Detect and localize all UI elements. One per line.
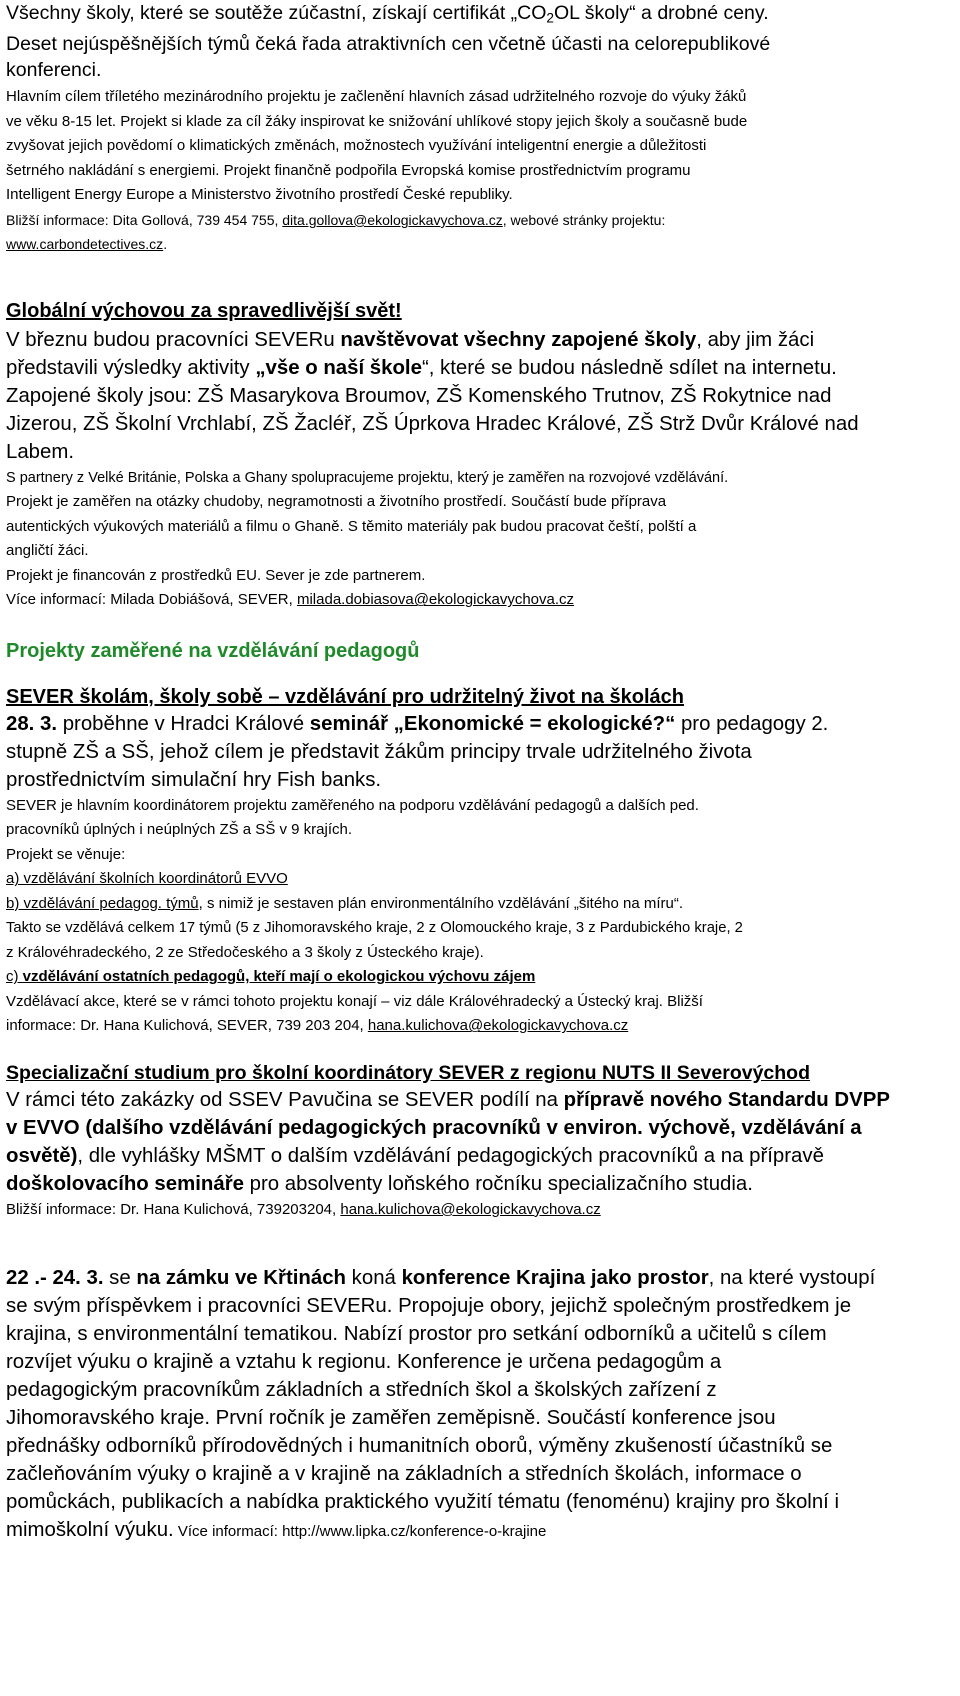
study-para-line-3: osvětě), dle vyhlášky MŠMT o dalším vzdělávání pedagogických pracovníků a na přípravě xyxy=(6,1144,824,1167)
teachers-small-line-2: pracovníků úplných i neúplných ZŠ a SŠ v 9 krajích. xyxy=(6,821,353,839)
conference-line-4: rozvíjet výuku o krajině a vztahu k regionu. Konference je určena pedagogům a xyxy=(6,1351,722,1374)
intro-line-5: ve věku 8-15 let. Projekt si klade za cíl žáky inspirovat ke snižování uhlíkové stopy jejich školy a současně bude xyxy=(6,112,748,130)
intro-line-6: zvyšovat jejich povědomí o klimatických změnách, možnostech využívání inteligentní energie a důležitosti xyxy=(6,137,707,155)
teachers-para-line-3: prostřednictvím simulační hry Fish banks. xyxy=(6,768,382,791)
intro-line-4: Hlavním cílem tříletého mezinárodního projektu je začlenění hlavních zásad udržitelného rozvoje do výuky žáků xyxy=(6,88,747,106)
intro-line-1: Všechny školy, které se soutěže zúčastní, získají certifikát $„CO_2OL$ školy“ a drobné ceny. xyxy=(6,2,769,26)
teachers-para-line-1: 28. 3. proběhne v Hradci Králové seminář „Ekonomické = ekologické?“ pro pedagogy 2. xyxy=(6,712,829,735)
conference-line-2: se svým příspěvkem i pracovníci SEVERu. Propojuje obory, jejichž společným prostředkem je xyxy=(6,1295,852,1318)
intro-line-2: Deset nejúspěšnějších týmů čeká řada atraktivních cen včetně účasti na celorepublikové xyxy=(6,33,771,56)
conference-line-10: mimoškolní výuku. Více informací: http://www.lipka.cz/konference-o-krajine xyxy=(6,1519,547,1542)
conference-line-9: pomůckách, publikacích a nabídka praktického využití tématu (fenoménu) krajiny pro školní i xyxy=(6,1491,840,1514)
intro-contact-line: Bližší informace: Dita Gollová, 739 454 755, dita.gollova@ekologickavychova.cz, webové stránky projektu: xyxy=(6,211,666,228)
conference-line-8: začleňováním výuky o krajině a v krajině na základních a středních školách, informace o xyxy=(6,1463,802,1486)
global-para-line-2: představili výsledky aktivity „vše o naší škole“, které se budou následně sdílet na internetu. xyxy=(6,356,837,379)
study-section xyxy=(6,1060,950,1223)
intro-line-3: konferenci. xyxy=(6,59,102,82)
conference-line-5: pedagogickým pracovníkům základních a středních škol a školských zařízení z xyxy=(6,1379,717,1402)
teachers-heading: SEVER školám, školy sobě – vzdělávání pro udržitelný život na školách xyxy=(6,685,685,708)
study-para-line-4: doškolovacího semináře pro absolventy loňského ročníku specializačního studia. xyxy=(6,1172,753,1195)
conference-section xyxy=(6,1264,950,1546)
teachers-small-line-9: Vzdělávací akce, které se v rámci tohoto projektu konají – viz dále Královéhradecký a Ústecký kraj. Bližší xyxy=(6,992,703,1010)
conference-line-3: krajina, s environmentální tematikou. Nabízí prostor pro setkání odborníků a učitelů s cílem xyxy=(6,1323,827,1346)
global-small-line-4: angličtí žáci. xyxy=(6,542,89,560)
conference-line-6: Jihomoravského kraje. První ročník je zaměřen zeměpisně. Součástí konference jsou xyxy=(6,1407,776,1430)
teachers-small-line-3: Projekt se věnuje: xyxy=(6,845,126,863)
email-link-kulichova-1[interactable]: hana.kulichova@ekologickavychova.cz xyxy=(367,1017,629,1035)
global-small-line-1: S partnery z Velké Británie, Polska a Ghany spolupracujeme projektu, který je zaměřen na rozvojové vzdělávání. xyxy=(6,469,729,486)
teachers-item-b: b) vzdělávání pedagog. týmů, s nimiž je sestaven plán environmentálního vzdělávání „šitého na míru“. xyxy=(6,894,684,912)
study-para-line-1: V rámci této zakázky od SSEV Pavučina se SEVER podílí na přípravě nového Standardu DVPP xyxy=(6,1088,890,1111)
intro-website-line: www.carbondetectives.cz. xyxy=(6,236,168,253)
global-para-line-5: Labem. xyxy=(6,440,75,463)
global-small-line-3: autentických výukových materiálů a filmu o Ghaně. S těmito materiály pak budou pracovat čeští, polští a xyxy=(6,517,697,535)
teachers-item-a: a) vzdělávání školních koordinátorů EVVO xyxy=(6,870,288,888)
teachers-section xyxy=(6,638,950,1039)
conference-line-1: 22 .- 24. 3. se na zámku ve Křtinách koná konference Krajina jako prostor, na které vystoupí xyxy=(6,1267,876,1290)
email-link-kulichova-2[interactable]: hana.kulichova@ekologickavychova.cz xyxy=(340,1200,601,1218)
email-link-dobiasova[interactable]: milada.dobiasova@ekologickavychova.cz xyxy=(296,591,575,609)
email-link-gollova[interactable]: dita.gollova@ekologickavychova.cz xyxy=(282,211,503,228)
teachers-small-line-6: Takto se vzdělává celkem 17 týmů (5 z Jihomoravského kraje, 2 z Olomouckého kraje, 3 z Pardubického kraje, 2 xyxy=(6,920,743,937)
global-para-line-3: Zapojené školy jsou: ZŠ Masarykova Broumov, ZŠ Komenského Trutnov, ZŠ Rokytnice nad xyxy=(6,384,832,407)
teachers-small-line-7: z Královéhradeckého, 2 ze Středočeského a 3 školy z Ústeckého kraje). xyxy=(6,943,484,961)
conference-line-7: přednášky odborníků přírodovědných i humanitních oborů, výměny zkušeností účastníků se xyxy=(6,1435,833,1458)
website-link-carbondetectives[interactable]: www.carbondetectives.cz xyxy=(6,236,164,253)
global-small-line-2: Projekt je zaměřen na otázky chudoby, negramotnosti a životního prostředí. Součástí bude příprava xyxy=(6,493,667,511)
teachers-para-line-2: stupně ZŠ a SŠ, jehož cílem je představit žákům principy trvale udržitelného života xyxy=(6,740,752,763)
teachers-small-line-1: SEVER je hlavním koordinátorem projektu zaměřeného na podporu vzdělávání pedagogů a dalších ped. xyxy=(6,796,699,814)
study-heading: Specializační studium pro školní koordinátory SEVER z regionu NUTS II Severovýchod xyxy=(6,1061,811,1084)
teachers-item-c: c) vzdělávání ostatních pedagogů, kteří mají o ekologickou výchovu zájem xyxy=(6,968,536,986)
global-heading: Globální výchovou za spravedlivější svět! xyxy=(6,299,402,322)
teachers-section-title: Projekty zaměřené na vzdělávání pedagogů xyxy=(6,639,420,662)
global-section xyxy=(6,298,950,613)
study-para-line-2: v EVVO (dalšího vzdělávání pedagogických pracovníků v environ. výchově, vzdělávání a xyxy=(6,1116,862,1139)
conference-info-url: Více informací: http://www.lipka.cz/konference-o-krajine xyxy=(173,1523,547,1541)
global-para-line-4: Jizerou, ZŠ Školní Vrchlabí, ZŠ Žacléř, ZŠ Úprkova Hradec Králové, ZŠ Strž Dvůr Králové nad xyxy=(6,412,859,435)
global-contact-line: Více informací: Milada Dobiášová, SEVER, milada.dobiasova@ekologickavychova.cz xyxy=(6,591,575,609)
global-small-line-5: Projekt je financován z prostředků EU. Sever je zde partnerem. xyxy=(6,566,426,584)
intro-section xyxy=(6,0,950,257)
global-para-line-1: V březnu budou pracovníci SEVERu navštěvovat všechny zapojené školy, aby jim žáci xyxy=(6,328,815,351)
intro-line-8: Intelligent Energy Europe a Ministerstvo životního prostředí České republiky. xyxy=(6,186,513,204)
intro-line-7: šetrného nakládání s energiemi. Projekt finančně podpořila Evropská komise prostřednictvím programu xyxy=(6,161,691,179)
teachers-contact-line: informace: Dr. Hana Kulichová, SEVER, 739 203 204, hana.kulichova@ekologickavychova.cz xyxy=(6,1017,629,1035)
study-contact-line: Bližší informace: Dr. Hana Kulichová, 739203204, hana.kulichova@ekologickavychova.cz xyxy=(6,1200,601,1218)
